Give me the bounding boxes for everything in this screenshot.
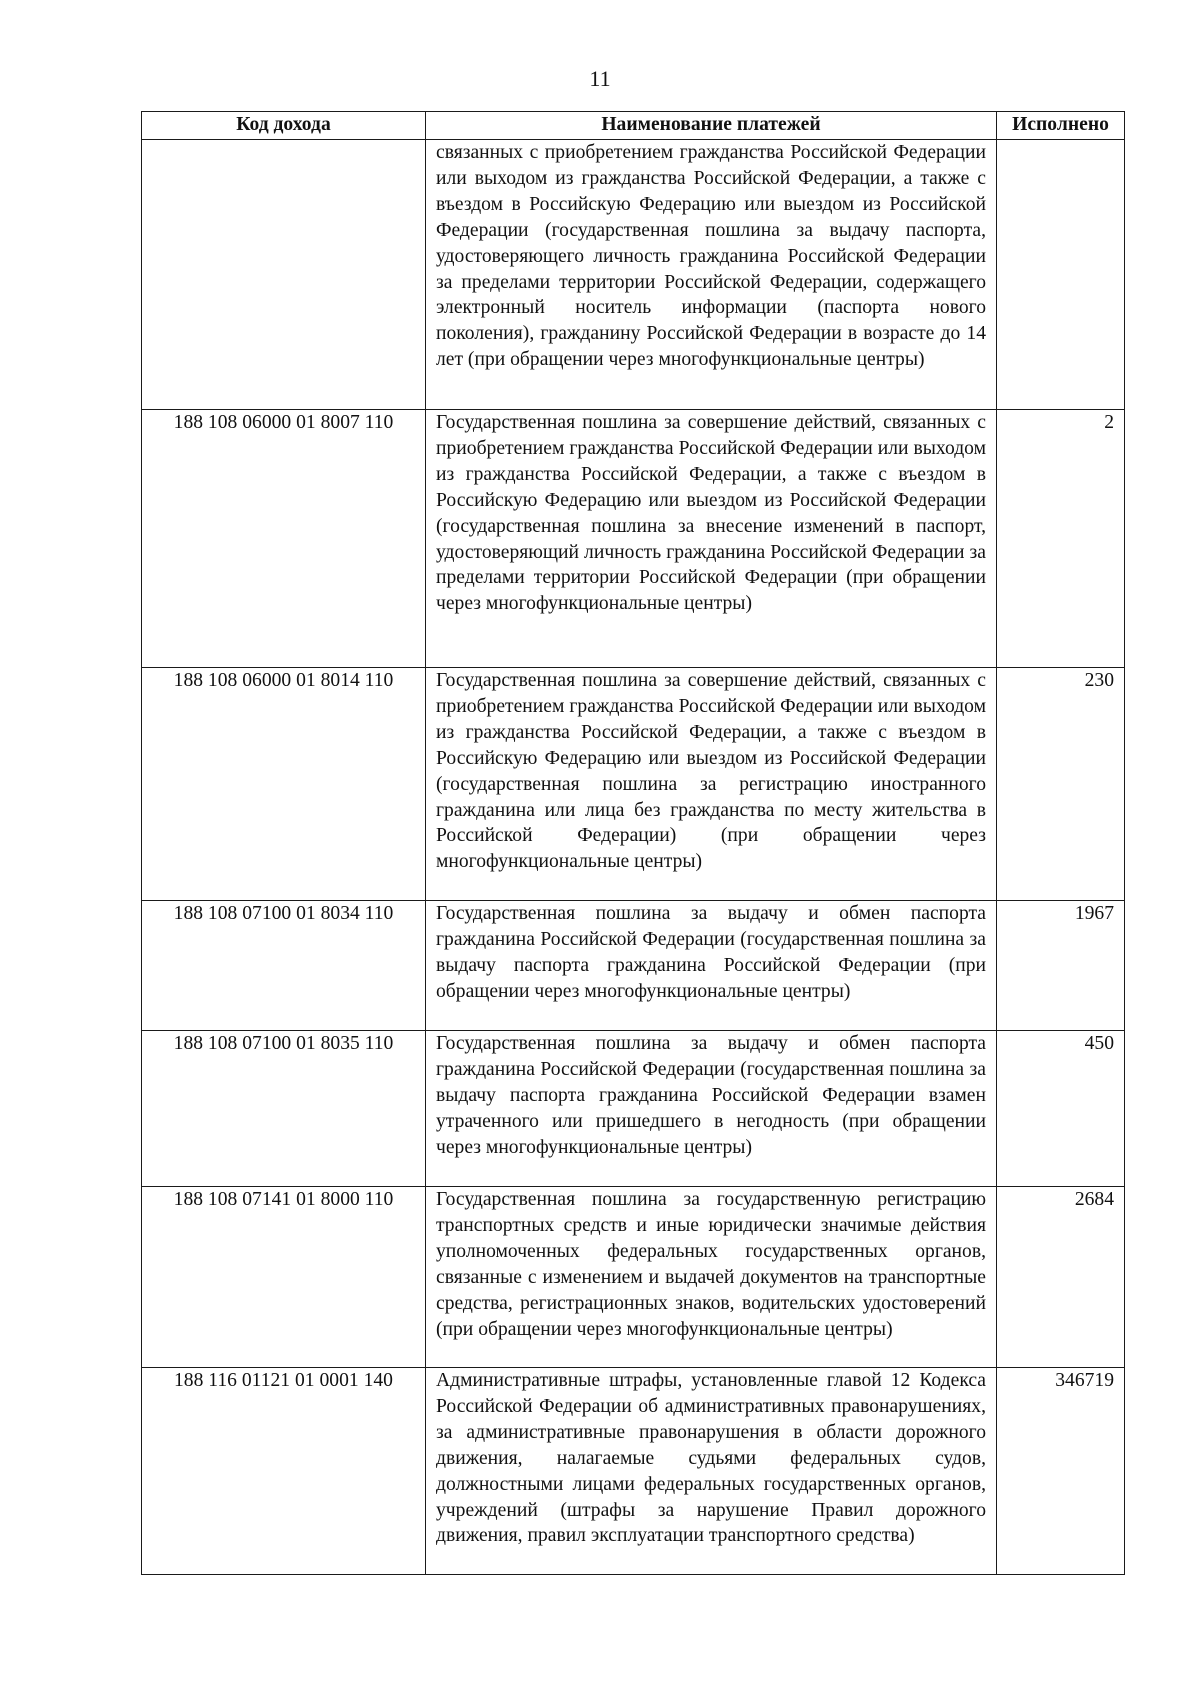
payments-table	[141, 111, 1125, 1575]
income-code: 188 108 07100 01 8035 110	[142, 1031, 426, 1187]
table-row	[142, 1187, 1125, 1368]
income-code: 188 116 01121 01 0001 140	[142, 1368, 426, 1575]
payment-name: Административные штрафы, установленные главой 12 Кодекса Российской Федерации об административных правонарушениях, за административные правонарушения в области дорожного движения, налагаемые судьями федеральных судов, должностными лицами федеральных государственных органов, учреждений (штрафы за нарушение Правил дорожного движения, правил эксплуатации транспортного средства)	[426, 1368, 997, 1575]
payment-name: Государственная пошлина за выдачу и обмен паспорта гражданина Российской Федерации (государственная пошлина за выдачу паспорта гражданина Российской Федерации (при обращении через многофункциональные центры)	[426, 901, 997, 1031]
executed-amount	[997, 140, 1125, 410]
table-header-row	[142, 112, 1125, 140]
executed-amount: 2	[997, 410, 1125, 668]
table-row	[142, 410, 1125, 668]
payment-name: Государственная пошлина за совершение действий, связанных с приобретением гражданства Российской Федерации или выходом из гражданства Российской Федерации, а также с въездом в Российскую Федерацию или выездом из Российской Федерации (государственная пошлина за внесение изменений в паспорт, удостоверяющий личность гражданина Российской Федерации за пределами территории Российской Федерации (при обращении через многофункциональные центры)	[426, 410, 997, 668]
executed-amount: 450	[997, 1031, 1125, 1187]
executed-amount: 1967	[997, 901, 1125, 1031]
header-executed: Исполнено	[997, 112, 1125, 140]
table-row	[142, 140, 1125, 410]
income-code: 188 108 06000 01 8014 110	[142, 668, 426, 901]
income-code: 188 108 06000 01 8007 110	[142, 410, 426, 668]
page-number: 11	[589, 66, 611, 91]
executed-amount: 230	[997, 668, 1125, 901]
executed-amount: 346719	[997, 1368, 1125, 1575]
executed-amount: 2684	[997, 1187, 1125, 1368]
table-row	[142, 901, 1125, 1031]
income-code	[142, 140, 426, 410]
header-payment-name: Наименование платежей	[426, 112, 997, 140]
header-income-code: Код дохода	[142, 112, 426, 140]
table-row	[142, 1368, 1125, 1575]
payment-name: Государственная пошлина за совершение действий, связанных с приобретением гражданства Российской Федерации или выходом из гражданства Российской Федерации, а также с въездом в Российскую Федерацию или выездом из Российской Федерации (государственная пошлина за регистрацию иностранного гражданина или лица без гражданства по месту жительства в Российской Федерации) (при обращении через многофункциональные центры)	[426, 668, 997, 901]
table-row	[142, 1031, 1125, 1187]
payment-name: Государственная пошлина за государственную регистрацию транспортных средств и иные юридически значимые действия уполномоченных федеральных государственных органов, связанные с изменением и выдачей документов на транспортные средства, регистрационных знаков, водительских удостоверений (при обращении через многофункциональные центры)	[426, 1187, 997, 1368]
income-code: 188 108 07100 01 8034 110	[142, 901, 426, 1031]
income-code: 188 108 07141 01 8000 110	[142, 1187, 426, 1368]
payment-name: связанных с приобретением гражданства Российской Федерации или выходом из гражданства Российской Федерации, а также с въездом в Российскую Федерацию или выездом из Российской Федерации (государственная пошлина за выдачу паспорта, удостоверяющего личность гражданина Российской Федерации за пределами территории Российской Федерации, содержащего электронный носитель информации (паспорта нового поколения), гражданину Российской Федерации в возрасте до 14 лет (при обращении через многофункциональные центры)	[426, 140, 997, 410]
payment-name: Государственная пошлина за выдачу и обмен паспорта гражданина Российской Федерации (государственная пошлина за выдачу паспорта гражданина Российской Федерации взамен утраченного или пришедшего в негодность (при обращении через многофункциональные центры)	[426, 1031, 997, 1187]
table-row	[142, 668, 1125, 901]
